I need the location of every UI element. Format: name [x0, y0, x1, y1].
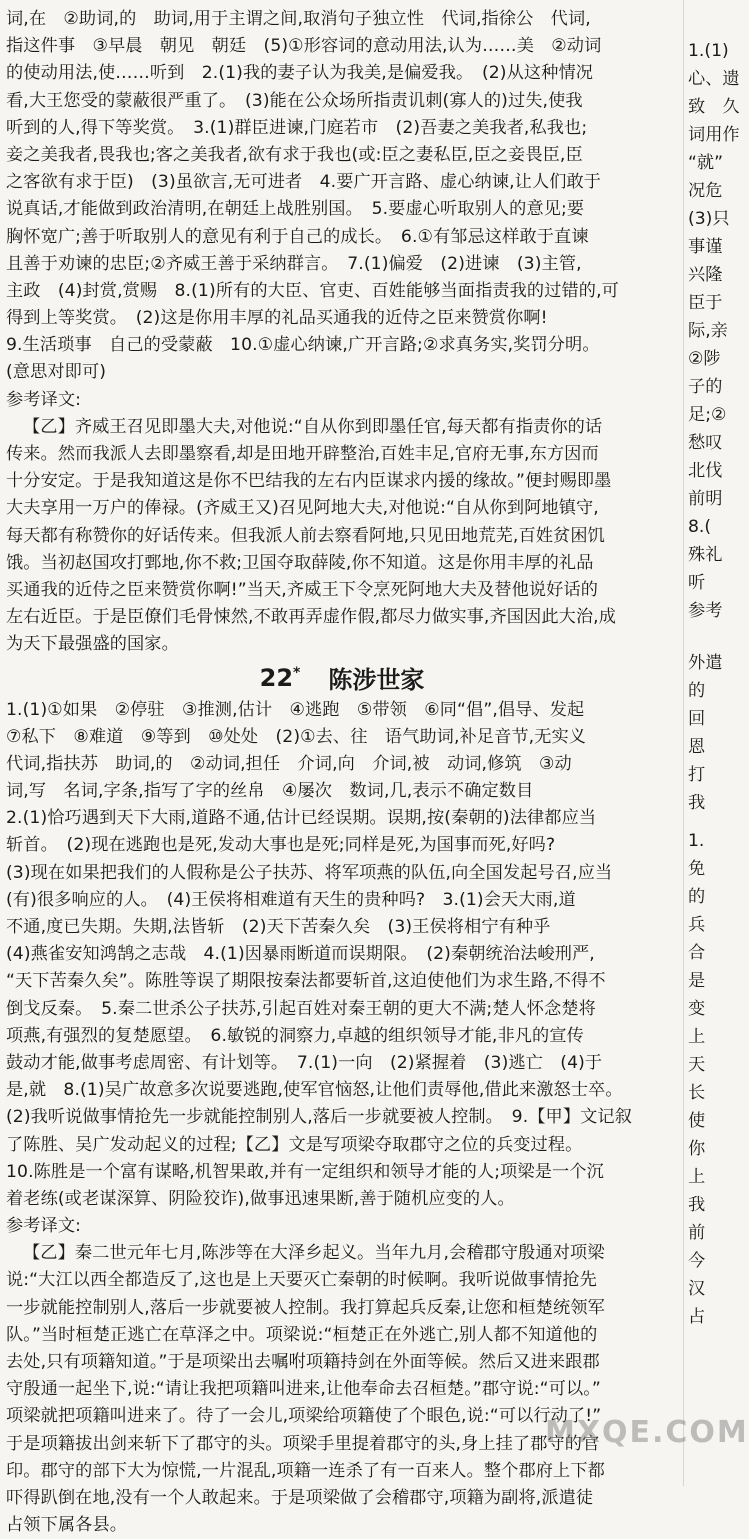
section-line: 一步就能控制别人,落后一步就要被人控制。我打算起兵反秦,让您和桓楚统领军: [6, 1295, 678, 1322]
side-line: 上: [688, 1024, 705, 1051]
answer-line: 看,大王您受的蒙蔽很严重了。 (3)能在公众场所指责讥刺(寡人的)过失,使我: [6, 88, 678, 115]
side-line: ②陟: [688, 346, 721, 373]
section-number: 22*: [260, 664, 301, 692]
section-line: 【乙】秦二世元年七月,陈涉等在大泽乡起义。当年九月,会稽郡守殷通对项梁: [6, 1240, 678, 1267]
answer-block-21: [6, 6, 678, 659]
side-line: 8.(: [688, 514, 711, 541]
side-line: 前: [688, 1220, 705, 1247]
side-line: 回: [688, 706, 705, 733]
side-line: 事谨: [688, 234, 722, 261]
side-line: 的: [688, 678, 705, 705]
side-line: 恩: [688, 734, 705, 761]
side-line: 我: [688, 790, 705, 817]
side-line: 殊礼: [688, 542, 722, 569]
answer-line: 饿。当初赵国攻打鄄地,你不救;卫国夺取薛陵,你不知道。这是你用丰厚的礼品: [6, 550, 678, 577]
side-line: 子的: [688, 374, 722, 401]
answer-line: 词,在 ②助词,的 助词,用于主谓之间,取消句子独立性 代词,指徐公 代词,: [6, 6, 678, 33]
side-line: 合: [688, 940, 705, 967]
side-line: 天: [688, 1052, 705, 1079]
side-line: 的: [688, 884, 705, 911]
section-line: 参考译文:: [6, 1213, 678, 1240]
section-line: (有)很多响应的人。 (4)王侯将相难道有天生的贵种吗? 3.(1)会天大雨,道: [6, 887, 678, 914]
side-line: 际,亲: [688, 318, 728, 345]
section-line: “天下苦秦久矣”。陈胜等误了期限按秦法都要斩首,这迫使他们为求生路,不得不: [6, 968, 678, 995]
answer-line: 【乙】齐威王召见即墨大夫,对他说:“自从你到即墨任官,每天都有指责你的话: [6, 414, 678, 441]
section-line: 倒戈反秦。 5.秦二世杀公子扶苏,引起百姓对秦王朝的更大不满;楚人怀念楚将: [6, 996, 678, 1023]
side-line: 免: [688, 856, 705, 883]
section-line: 了陈胜、吴广发动起义的过程;【乙】文是写项梁夺取郡守之位的兵变过程。: [6, 1132, 678, 1159]
section-line: (4)燕雀安知鸿鹄之志哉 4.(1)因暴雨断道而误期限。 (2)秦朝统治法峻刑严,: [6, 941, 678, 968]
section-line: (3)现在如果把我们的人假称是公子扶苏、将军项燕的队伍,向全国发起号召,应当: [6, 860, 678, 887]
section-line: 是,就 8.(1)吴广故意多次说要逃跑,使军官恼怒,让他们责辱他,借此来激怒士卒。: [6, 1077, 678, 1104]
side-line: 兵: [688, 912, 705, 939]
side-line: 上: [688, 1164, 705, 1191]
answer-line: 买通我的近侍之臣来赞赏你啊!”当天,齐威王下令烹死阿地大夫及替他说好话的: [6, 577, 678, 604]
section-line: 去处,只有项籍知道。”于是项梁出去嘱咐项籍持剑在外面等候。然后又进来跟郡: [6, 1349, 678, 1376]
section-line: 1.(1)①如果 ②停驻 ③推测,估计 ④逃跑 ⑤带领 ⑥同“倡”,倡导、发起: [6, 697, 678, 724]
answer-line: 参考译文:: [6, 387, 678, 414]
section-line: 说:“大江以西全都造反了,这也是上天要灭亡秦朝的时候啊。我听说做事情抢先: [6, 1267, 678, 1294]
side-line: 致 久: [688, 94, 740, 121]
section-line: 不通,度已失期。失期,法皆斩 (2)天下苦秦久矣 (3)王侯将相宁有种乎: [6, 914, 678, 941]
side-line: 参考: [688, 598, 722, 625]
section-line: ⑦私下 ⑧难道 ⑨等到 ⑩处处 (2)①去、往 语气助词,补足音节,无实义: [6, 724, 678, 751]
side-line: 今: [688, 1248, 705, 1275]
side-line: 外遣: [688, 650, 722, 677]
section-title: 陈涉世家: [328, 660, 424, 695]
site-watermark: MXQE.COM: [545, 1415, 749, 1450]
side-line: 听: [688, 570, 705, 597]
answer-line: 主政 (4)封赏,赏赐 8.(1)所有的大臣、官吏、百姓能够当面指责我的过错的,可: [6, 278, 678, 305]
answer-line: 妾之美我者,畏我也;客之美我者,欲有求于我也(或:臣之妻私臣,臣之妾畏臣,臣: [6, 142, 678, 169]
answer-line: 指这件事 ③早晨 朝见 朝廷 (5)①形容词的意动用法,认为……美 ②动词: [6, 33, 678, 60]
side-line: 北伐: [688, 458, 722, 485]
side-line: 兴隆: [688, 262, 722, 289]
answer-line: 说真话,才能做到政治清明,在朝廷上战胜别国。 5.要虚心听取别人的意见;要: [6, 196, 678, 223]
answer-line: 的使动用法,使……听到 2.(1)我的妻子认为我美,是偏爱我。 (2)从这种情况: [6, 60, 678, 87]
section-line: 项燕,有强烈的复楚愿望。 6.敏锐的洞察力,卓越的组织领导才能,非凡的宣传: [6, 1023, 678, 1050]
section-line: 于是项籍拔出剑来斩下了郡守的头。项梁手里提着郡守的头,身上挂了郡守的官: [6, 1431, 678, 1458]
section-line: 着老练(或老谋深算、阴险狡诈),做事迅速果断,善于随机应变的人。: [6, 1186, 678, 1213]
section-line: 词,写 名词,字条,指写了字的丝帛 ④屡次 数词,几,表示不确定数目: [6, 778, 678, 805]
adjacent-page-strip: [683, 0, 730, 1486]
side-line: (3)只: [688, 206, 730, 233]
section-line: 守殷通一起坐下,说:“请让我把项籍叫进来,让他奉命去召桓楚。”郡守说:“可以。”: [6, 1376, 678, 1403]
side-line: 心、遗: [688, 66, 740, 93]
section-line: 队。”当时桓楚正逃亡在草泽之中。项梁说:“桓楚正在外逃亡,别人都不知道他的: [6, 1322, 678, 1349]
side-line: 占: [688, 1304, 705, 1331]
side-line: 前明: [688, 486, 722, 513]
answer-line: 胸怀宽广;善于听取别人的意见有利于自己的成长。 6.①有邹忌这样敢于直谏: [6, 224, 678, 251]
side-line: 1.: [688, 828, 704, 855]
answer-page: [6, 6, 678, 1484]
section-line: 10.陈胜是一个富有谋略,机智果敢,并有一定组织和领导才能的人;项梁是一个沉: [6, 1159, 678, 1186]
side-line: 打: [688, 762, 705, 789]
side-line: “就”: [688, 150, 723, 177]
section-line: 斩首。 (2)现在逃跑也是死,发动大事也是死;同样是死,为国事而死,好吗?: [6, 832, 678, 859]
section-line: (2)我听说做事情抢先一步就能控制别人,落后一步就要被人控制。 9.【甲】文记叙: [6, 1104, 678, 1131]
answer-line: (意思对即可): [6, 359, 678, 386]
answer-line: 且善于劝谏的忠臣;②齐威王善于采纳群言。 7.(1)偏爱 (2)进谏 (3)主管,: [6, 251, 678, 278]
side-line: 愁叹: [688, 430, 722, 457]
answer-line: 十分安定。于是我知道这是你不巴结我的左右内臣谋求内援的缘故。”便封赐即墨: [6, 468, 678, 495]
side-line: 臣于: [688, 290, 722, 317]
side-line: 使: [688, 1108, 705, 1135]
section-line: 鼓动才能,做事考虑周密、有计划等。 7.(1)一向 (2)紧握着 (3)逃亡 (4)于: [6, 1050, 678, 1077]
section-line: 2.(1)恰巧遇到天下大雨,道路不通,估计已经误期。误期,按(秦朝的)法律都应当: [6, 805, 678, 832]
answer-line: 得到上等奖赏。 (2)这是你用丰厚的礼品买通我的近侍之臣来赞赏你啊!: [6, 305, 678, 332]
section-line: 印。郡守的部下大为惊慌,一片混乱,项籍一连杀了有一百来人。整个郡府上下都: [6, 1458, 678, 1485]
section-line: 占领下属各县。: [6, 1512, 678, 1539]
side-line: 是: [688, 968, 705, 995]
answer-line: 之客欲有求于臣) (3)虽欲言,无可进者 4.要广开言路、虚心纳谏,让人们敢于: [6, 169, 678, 196]
answer-line: 每天都有称赞你的好话传来。但我派人前去察看阿地,只见田地荒芜,百姓贫困饥: [6, 523, 678, 550]
answer-line: 左右近臣。于是臣僚们毛骨悚然,不敢再弄虚作假,都尽力做实事,齐国因此大治,成: [6, 604, 678, 631]
section-line: 吓得趴倒在地,没有一个人敢起来。于是项梁做了会稽郡守,项籍为副将,派遣徒: [6, 1485, 678, 1512]
side-line: 我: [688, 1192, 705, 1219]
answer-line: 听到的人,得下等奖赏。 3.(1)群臣进谏,门庭若市 (2)吾妻之美我者,私我也;: [6, 115, 678, 142]
section-heading: [6, 659, 678, 697]
side-line: 况危: [688, 178, 722, 205]
side-line: 汉: [688, 1276, 705, 1303]
answer-block-22: [6, 697, 678, 1539]
section-line: 代词,指扶苏 助词,的 ②动词,担任 介词,向 介词,被 动词,修筑 ③动: [6, 751, 678, 778]
answer-line: 传来。然而我派人去即墨察看,却是田地开辟整治,百姓丰足,官府无事,东方因而: [6, 441, 678, 468]
answer-line: 为天下最强盛的国家。: [6, 631, 678, 658]
side-line: 长: [688, 1080, 705, 1107]
side-line: 1.(1): [688, 38, 729, 65]
section-line: 项梁就把项籍叫进来了。待了一会儿,项梁给项籍使了个眼色,说:“可以行动了!”: [6, 1403, 678, 1430]
side-line: 足;②: [688, 402, 726, 429]
side-line: 你: [688, 1136, 705, 1163]
side-line: 变: [688, 996, 705, 1023]
answer-line: 9.生活琐事 自己的受蒙蔽 10.①虚心纳谏,广开言路;②求真务实,奖罚分明。: [6, 332, 678, 359]
answer-line: 大夫享用一万户的俸禄。(齐威王又)召见阿地大夫,对他说:“自从你到阿地镇守,: [6, 495, 678, 522]
side-line: 词用作: [688, 122, 740, 149]
